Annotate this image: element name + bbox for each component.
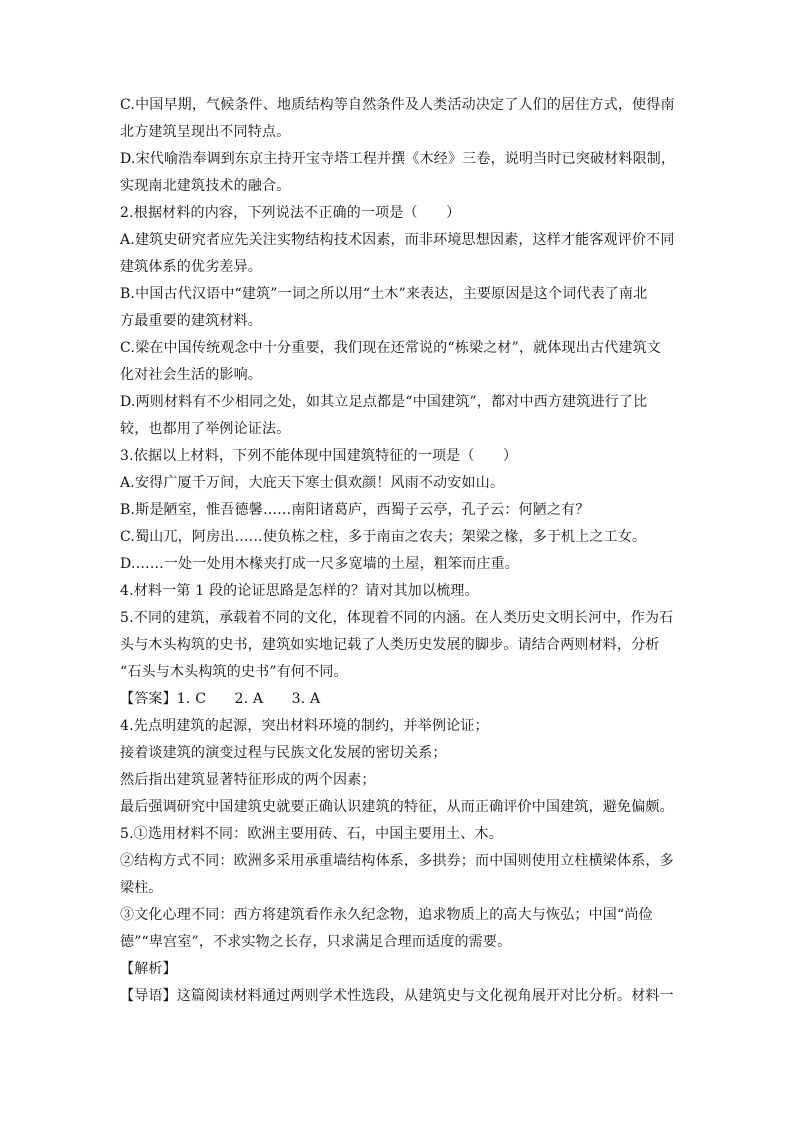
option-d-line-2: 实现南北建筑技术的融合。 <box>120 178 291 194</box>
answer-5-point-3-line-2: 德”“卑宫室”，不求实物之长存，只求满足合理而适度的需要。 <box>120 934 512 950</box>
q3-option-b: B.斯是陋室，惟吾德馨……南阳诸葛庐，西蜀子云亭，孔子云：何陋之有？ <box>120 502 590 518</box>
q2-option-d-line-1: D.两则材料有不少相同之处，如其立足点都是“中国建筑”，都对中西方建筑进行了比 <box>120 394 648 410</box>
q2-option-c-line-1: C.梁在中国传统观念中十分重要，我们现在还常说的“栋梁之材”，就体现出古代建筑文 <box>120 340 661 356</box>
answer-4-line-4: 最后强调研究中国建筑史就要正确认识建筑的特征，从而正确评价中国建筑，避免偏颇。 <box>120 799 674 815</box>
q2-option-b-line-2: 方最重要的建筑材料。 <box>120 313 262 329</box>
answer-5-point-3-line-1: ③文化心理不同：西方将建筑看作永久纪念物，追求物质上的高大与恢弘；中国“尚俭 <box>120 907 653 923</box>
answer-5-point-1: 5.①选用材料不同：欧洲主要用砖、石，中国主要用土、木。 <box>120 826 503 842</box>
document-page <box>120 92 676 1010</box>
q2-option-c-line-2: 化对社会生活的影响。 <box>120 367 262 383</box>
answer-5-point-2-line-1: ②结构方式不同：欧洲多采用承重墙结构体系，多拱券；而中国则使用立柱横梁体系，多 <box>120 853 674 869</box>
q2-option-a-line-2: 建筑体系的优劣差异。 <box>120 259 262 275</box>
answer-4-line-2: 接着谈建筑的演变过程与民族文化发展的密切关系； <box>120 745 447 761</box>
option-c-line-1: C.中国早期，气候条件、地质结构等自然条件及人类活动决定了人们的居住方式，使得南 <box>120 97 675 113</box>
option-d-line-1: D.宋代喻浩奉调到东京主持开宝寺塔工程并撰《木经》三卷，说明当时已突破材料限制， <box>120 151 676 167</box>
question-2-stem: 2.根据材料的内容，下列说法不正确的一项是（ ） <box>120 205 461 221</box>
q3-option-c: C.蜀山兀，阿房出……使负栋之柱，多于南亩之农夫；架梁之椽，多于机上之工女。 <box>120 529 647 545</box>
question-5-line-3: “石头与木头构筑的史书”有何不同。 <box>120 664 348 680</box>
answer-heading: 【答案】1. C 2. A 3. A <box>120 691 321 707</box>
question-5-line-1: 5.不同的建筑，承载着不同的文化，体现着不同的内涵。在人类历史文明长河中，作为石 <box>120 610 674 626</box>
q2-option-a-line-1: A.建筑史研究者应先关注实物结构技术因素，而非环境思想因素，这样才能客观评价不同 <box>120 232 675 248</box>
q3-option-d: D.……一处一处用木椽夹打成一尺多宽墙的土屋，粗笨而庄重。 <box>120 556 519 572</box>
question-5-line-2: 头与木头构筑的史书，建筑如实地记载了人类历史发展的脚步。请结合两则材料，分析 <box>120 637 660 653</box>
answer-4-line-3: 然后指出建筑显著特征形成的两个因素； <box>120 772 376 788</box>
option-c-line-2: 北方建筑呈现出不同特点。 <box>120 124 291 140</box>
q3-option-a: A.安得广厦千万间，大庇天下寒士俱欢颜！风雨不动安如山。 <box>120 475 505 491</box>
question-3-stem: 3.依据以上材料，下列不能体现中国建筑特征的一项是（ ） <box>120 448 518 464</box>
answer-4-line-1: 4.先点明建筑的起源，突出材料环境的制约，并举例论证； <box>120 718 489 734</box>
answer-5-point-2-line-2: 梁柱。 <box>120 880 163 896</box>
question-4: 4.材料一第 1 段的论证思路是怎样的？请对其加以梳理。 <box>120 583 479 599</box>
guide-text-line-1: 【导语】这篇阅读材料通过两则学术性选段，从建筑史与文化视角展开对比分析。材料一 <box>120 988 674 1004</box>
analysis-heading: 【解析】 <box>120 961 177 977</box>
q2-option-d-line-2: 较，也都用了举例论证法。 <box>120 421 291 437</box>
q2-option-b-line-1: B.中国古代汉语中“建筑”一词之所以用“土木”来表达，主要原因是这个词代表了南北 <box>120 286 648 302</box>
